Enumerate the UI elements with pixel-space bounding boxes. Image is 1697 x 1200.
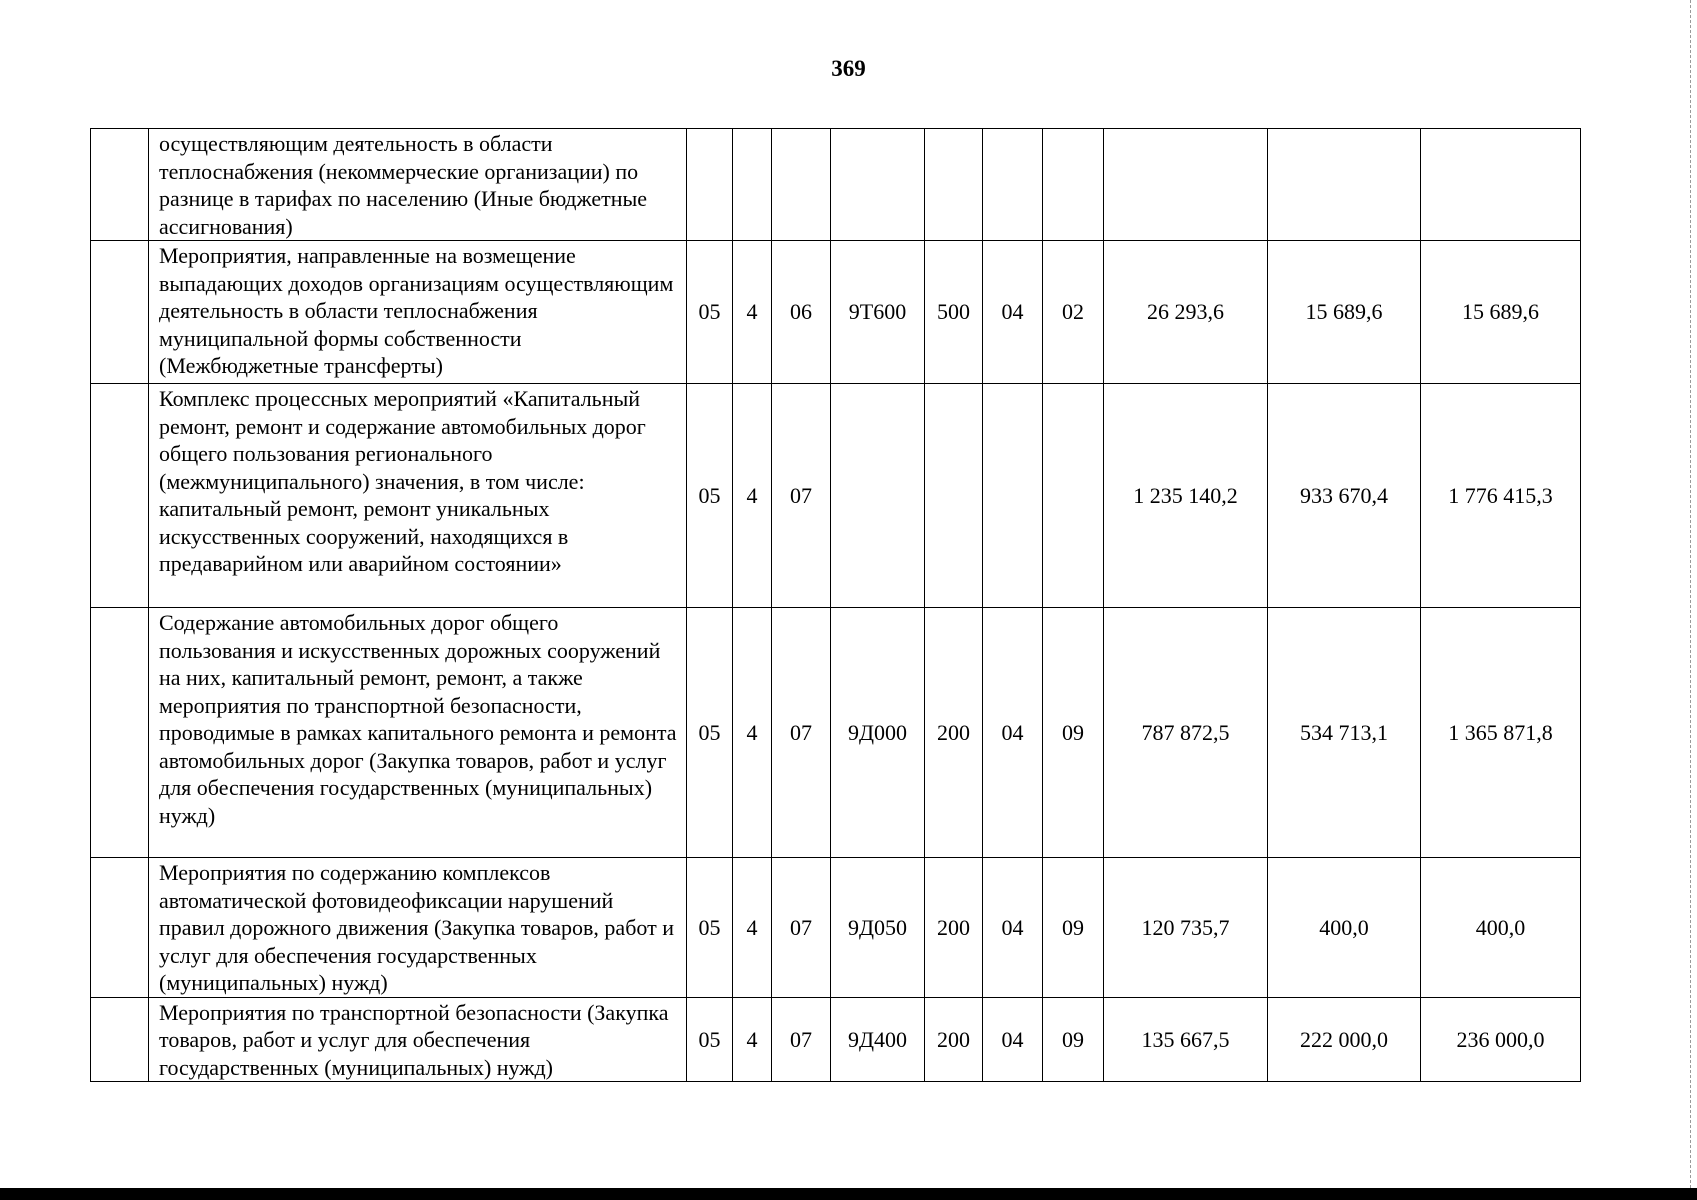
code-cell: 04 (983, 241, 1043, 384)
row-number-cell (91, 129, 149, 241)
amount-cell: 400,0 (1421, 858, 1581, 998)
code-cell: 04 (983, 858, 1043, 998)
code-cell: 4 (733, 384, 772, 608)
table-row (91, 997, 1581, 1082)
code-cell (1043, 384, 1104, 608)
code-cell: 4 (733, 997, 772, 1082)
table-row (91, 858, 1581, 998)
code-cell: 05 (687, 384, 733, 608)
row-number-cell (91, 858, 149, 998)
row-number-cell (91, 241, 149, 384)
code-cell: 09 (1043, 858, 1104, 998)
row-number-cell (91, 384, 149, 608)
description-cell: Мероприятия по транспортной безопасности (Закупка товаров, работ и услуг для обеспечения государственных (муниципальных) нужд) (149, 997, 687, 1082)
code-cell: 9Д400 (831, 997, 925, 1082)
table-row (91, 384, 1581, 608)
code-cell (925, 384, 983, 608)
amount-cell: 135 667,5 (1104, 997, 1268, 1082)
code-cell: 07 (772, 858, 831, 998)
code-cell: 05 (687, 608, 733, 858)
table-row (91, 129, 1581, 241)
code-cell (983, 384, 1043, 608)
description-cell: Мероприятия, направленные на возмещение выпадающих доходов организациям осуществляющим деятельность в области теплоснабжения муниципальной формы собственности (Межбюджетные трансферты) (149, 241, 687, 384)
amount-cell (1421, 129, 1581, 241)
code-cell (831, 384, 925, 608)
amount-cell: 120 735,7 (1104, 858, 1268, 998)
amount-cell: 1 365 871,8 (1421, 608, 1581, 858)
code-cell: 9Д050 (831, 858, 925, 998)
amount-cell (1268, 129, 1421, 241)
code-cell: 09 (1043, 997, 1104, 1082)
amount-cell: 933 670,4 (1268, 384, 1421, 608)
code-cell: 07 (772, 608, 831, 858)
code-cell: 200 (925, 858, 983, 998)
amount-cell: 534 713,1 (1268, 608, 1421, 858)
code-cell: 05 (687, 858, 733, 998)
code-cell: 05 (687, 997, 733, 1082)
amount-cell: 236 000,0 (1421, 997, 1581, 1082)
code-cell (925, 129, 983, 241)
amount-cell: 26 293,6 (1104, 241, 1268, 384)
description-cell: Комплекс процессных мероприятий «Капитальный ремонт, ремонт и содержание автомобильных дорог общего пользования регионального (межмуниципального) значения, в том числе: капитальный ремонт, ремонт уникальных искусственных сооружений, находящихся в предаварийном или аварийном состоянии» (149, 384, 687, 608)
row-number-cell (91, 997, 149, 1082)
code-cell (1043, 129, 1104, 241)
amount-cell: 15 689,6 (1268, 241, 1421, 384)
code-cell (772, 129, 831, 241)
description-cell: осуществляющим деятельность в области теплоснабжения (некоммерческие организации) по разнице в тарифах по населению (Иные бюджетные ассигнования) (149, 129, 687, 241)
code-cell: 02 (1043, 241, 1104, 384)
description-cell: Мероприятия по содержанию комплексов автоматической фотовидеофиксации нарушений правил дорожного движения (Закупка товаров, работ и услуг для обеспечения государственных (муниципальных) нужд) (149, 858, 687, 998)
code-cell (831, 129, 925, 241)
code-cell (687, 129, 733, 241)
page-number: 369 (831, 56, 866, 81)
code-cell: 06 (772, 241, 831, 384)
scan-edge-line (1690, 0, 1692, 1188)
row-number-cell (91, 608, 149, 858)
description-cell: Содержание автомобильных дорог общего пользования и искусственных дорожных сооружений на них, капитальный ремонт, ремонт, а также мероприятия по транспортной безопасности, проводимые в рамках капитального ремонта и ремонта автомобильных дорог (Закупка товаров, работ и услуг для обеспечения государственных (муниципальных) нужд) (149, 608, 687, 858)
code-cell: 4 (733, 241, 772, 384)
table-row (91, 608, 1581, 858)
code-cell: 04 (983, 997, 1043, 1082)
budget-table (90, 128, 1581, 1082)
code-cell: 07 (772, 384, 831, 608)
scan-bottom-border (0, 1188, 1697, 1200)
code-cell: 9Т600 (831, 241, 925, 384)
amount-cell: 222 000,0 (1268, 997, 1421, 1082)
amount-cell (1104, 129, 1268, 241)
code-cell: 4 (733, 858, 772, 998)
code-cell: 9Д000 (831, 608, 925, 858)
code-cell: 07 (772, 997, 831, 1082)
code-cell (983, 129, 1043, 241)
code-cell: 09 (1043, 608, 1104, 858)
code-cell: 200 (925, 608, 983, 858)
table-row (91, 241, 1581, 384)
amount-cell: 1 776 415,3 (1421, 384, 1581, 608)
amount-cell: 15 689,6 (1421, 241, 1581, 384)
amount-cell: 400,0 (1268, 858, 1421, 998)
amount-cell: 1 235 140,2 (1104, 384, 1268, 608)
code-cell (733, 129, 772, 241)
code-cell: 500 (925, 241, 983, 384)
code-cell: 04 (983, 608, 1043, 858)
code-cell: 05 (687, 241, 733, 384)
code-cell: 4 (733, 608, 772, 858)
amount-cell: 787 872,5 (1104, 608, 1268, 858)
code-cell: 200 (925, 997, 983, 1082)
